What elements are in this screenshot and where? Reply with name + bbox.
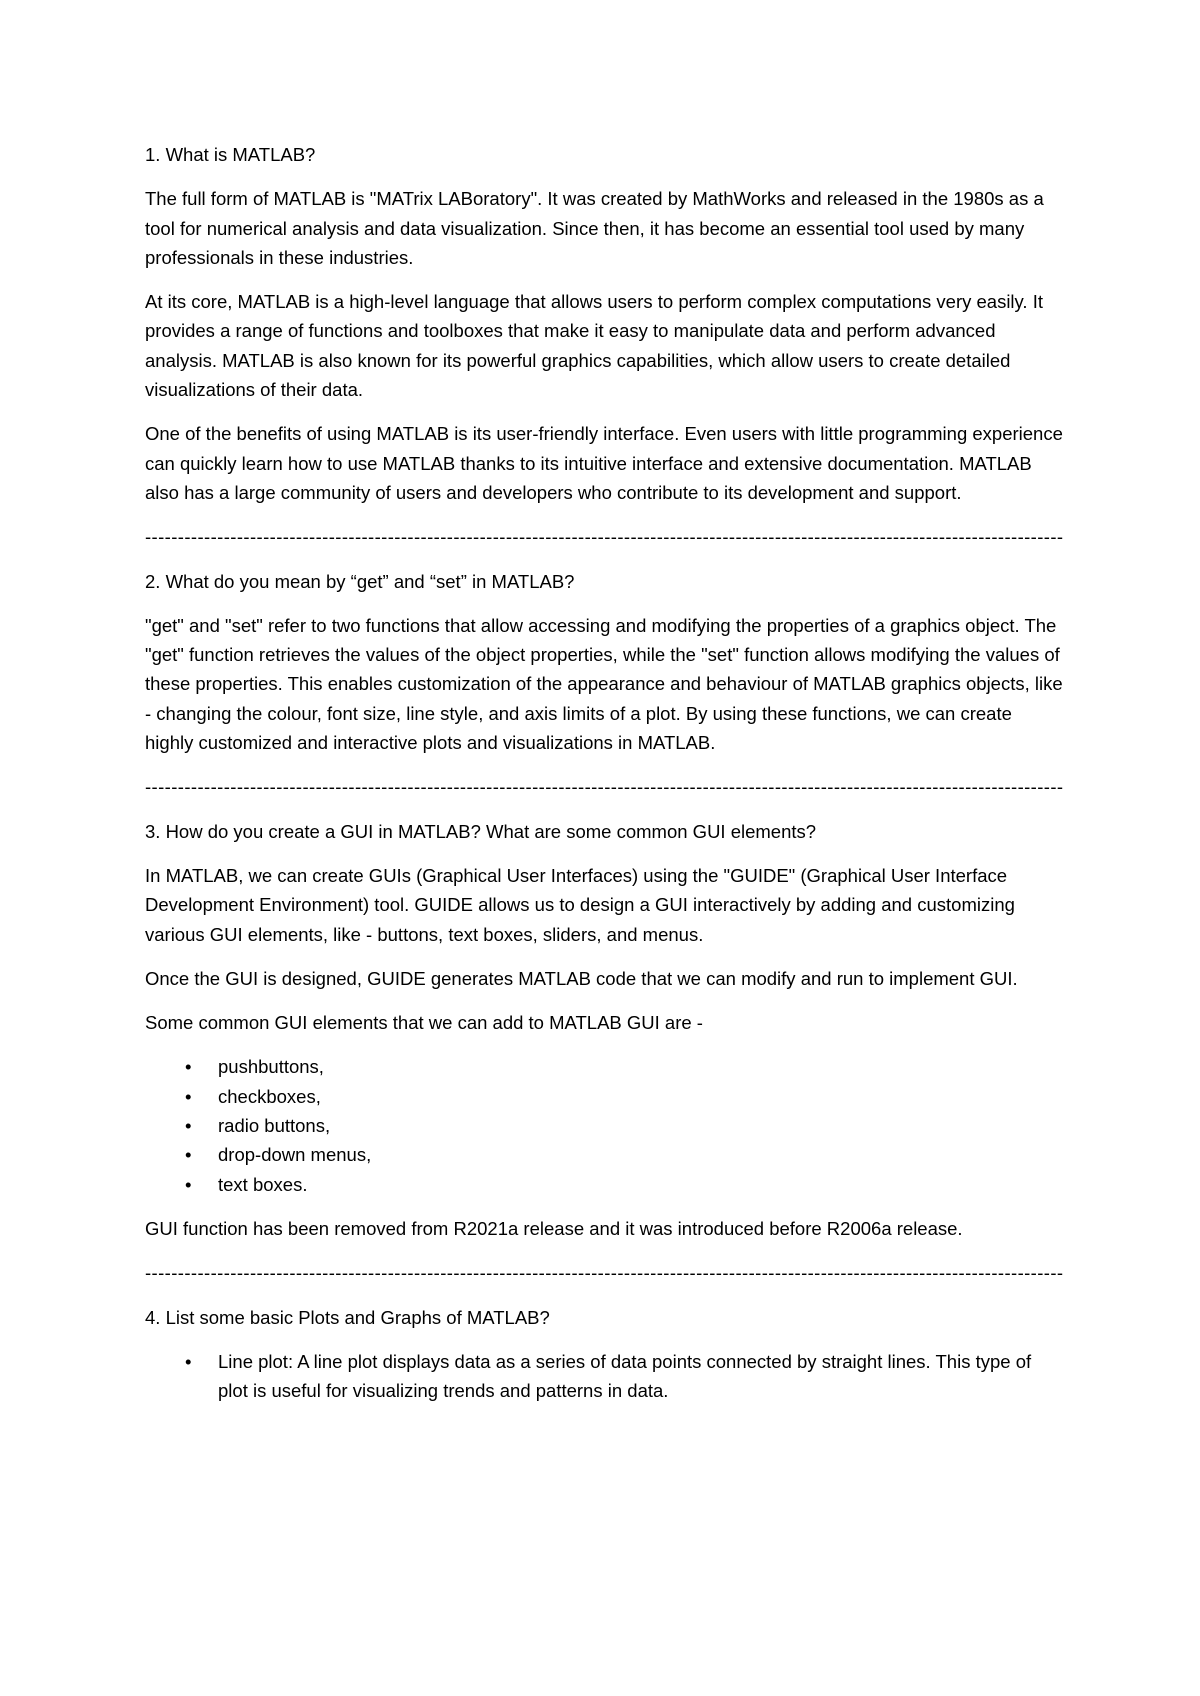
list-item (145, 1082, 1063, 1111)
section-3-paragraph-2: Once the GUI is designed, GUIDE generates MATLAB code that we can modify and run to implement GUI. (145, 967, 1018, 989)
list-item-text: Line plot: A line plot displays data as a series of data points connected by straight lines. This type of plot is useful for visualizing trends and patterns in data. (218, 1350, 1032, 1402)
bullet-icon: • (185, 1350, 192, 1372)
list-item-text: text boxes. (218, 1173, 308, 1195)
section-separator: -------------------------------------------------------------------------------------------------------------------------------------------- (145, 776, 1063, 798)
section-3-closing: GUI function has been removed from R2021a release and it was introduced before R2006a release. (145, 1217, 963, 1239)
bullet-icon: • (185, 1173, 192, 1195)
bullet-icon: • (185, 1115, 192, 1137)
section-1-paragraph-3: One of the benefits of using MATLAB is its user-friendly interface. Even users with little programming experience can quickly learn how to use MATLAB thanks to its intuitive interface and extensive documentation. MATLAB also has a large community of users and developers who contribute to its development and support. (145, 423, 1063, 503)
section-separator: -------------------------------------------------------------------------------------------------------------------------------------------- (145, 1262, 1063, 1284)
list-item (145, 1052, 1063, 1081)
section-3-paragraph-1: In MATLAB, we can create GUIs (Graphical User Interfaces) using the "GUIDE" (Graphical User Interface Development Environment) tool. GUIDE allows us to design a GUI interactively by adding and customizing various GUI elements, like - buttons, text boxes, sliders, and menus. (145, 864, 1015, 945)
bullet-icon: • (185, 1056, 192, 1078)
list-item (145, 1111, 1063, 1140)
list-item-text: checkboxes, (218, 1085, 321, 1107)
section-2-heading: 2. What do you mean by “get” and “set” in MATLAB? (145, 570, 575, 592)
section-4-heading: 4. List some basic Plots and Graphs of MATLAB? (145, 1306, 550, 1328)
section-3-paragraph-3: Some common GUI elements that we can add to MATLAB GUI are - (145, 1012, 703, 1034)
list-item-text: pushbuttons, (218, 1056, 324, 1078)
list-item (145, 1347, 1063, 1406)
section-1-paragraph-2: At its core, MATLAB is a high-level language that allows users to perform complex computations very easily. It provides a range of functions and toolboxes that make it easy to manipulate data and perform advanced analysis. MATLAB is also known for its powerful graphics capabilities, which allow users to create detailed visualizations of their data. (145, 291, 1043, 401)
section-1-heading: 1. What is MATLAB? (145, 144, 316, 165)
list-item (145, 1140, 1063, 1169)
section-2-paragraph-1: "get" and "set" refer to two functions that allow accessing and modifying the properties of a graphics object. The "get" function retrieves the values of the object properties, while the "set" function allows modifying the values of these properties. This enables customization of the appearance and behaviour of MATLAB graphics objects, like - changing the colour, font size, line style, and axis limits of a plot. By using these functions, we can create highly customized and interactive plots and visualizations in MATLAB. (145, 614, 1063, 754)
list-item-text: radio buttons, (218, 1115, 331, 1137)
section-3-heading: 3. How do you create a GUI in MATLAB? What are some common GUI elements? (145, 820, 817, 842)
bullet-icon: • (185, 1085, 192, 1107)
section-separator: -------------------------------------------------------------------------------------------------------------------------------------------- (145, 526, 1063, 548)
plots-list (145, 1347, 1063, 1406)
gui-elements-list (145, 1052, 1063, 1198)
section-1-paragraph-1: The full form of MATLAB is "MATrix LABoratory". It was created by MathWorks and released in the 1980s as a tool for numerical analysis and data visualization. Since then, it has become an essential tool used by many professionals in these industries. (145, 188, 1044, 268)
list-item (145, 1170, 1063, 1199)
document-content (145, 140, 1063, 1420)
bullet-icon: • (185, 1144, 192, 1166)
list-item-text: drop-down menus, (218, 1144, 372, 1166)
